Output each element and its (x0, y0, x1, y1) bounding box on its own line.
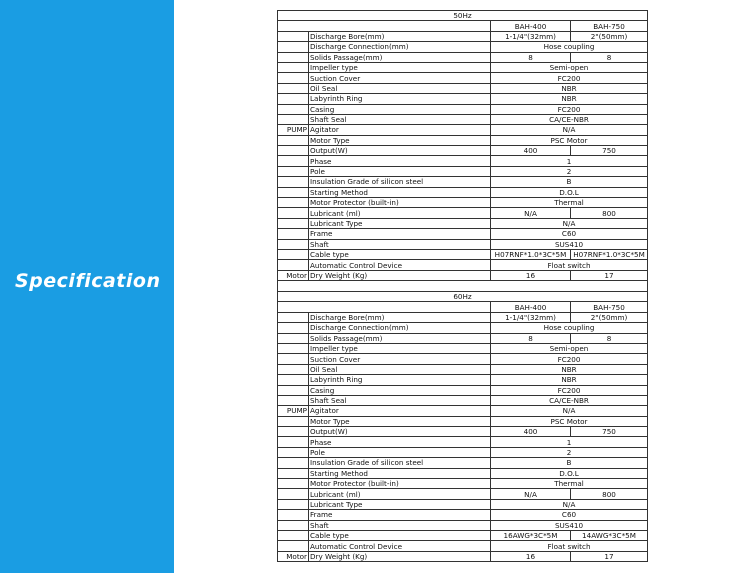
spec-row (278, 427, 648, 437)
spec-item-label: Insulation Grade of silicon steel (309, 458, 491, 468)
group-cell (278, 447, 309, 457)
group-cell (278, 239, 309, 249)
spec-value: B (491, 177, 648, 187)
group-cell: PUMP (278, 125, 309, 135)
group-cell (278, 146, 309, 156)
spec-row (278, 323, 648, 333)
spec-value: FC200 (491, 385, 648, 395)
spec-value: 1-1/4"(32mm) (491, 31, 571, 41)
group-cell (278, 375, 309, 385)
group-cell (278, 385, 309, 395)
spec-row (278, 312, 648, 322)
spec-row (278, 156, 648, 166)
spec-value: N/A (491, 125, 648, 135)
spec-row (278, 187, 648, 197)
spec-item-label: Motor Protector (built-in) (309, 479, 491, 489)
group-cell (278, 218, 309, 228)
spec-row (278, 146, 648, 156)
group-cell (278, 333, 309, 343)
group-cell (278, 499, 309, 509)
spec-item-label: Discharge Bore(mm) (309, 312, 491, 322)
group-cell (278, 198, 309, 208)
spec-value: 400 (491, 427, 571, 437)
group-cell (278, 62, 309, 72)
spec-item-label: Suction Cover (309, 73, 491, 83)
spec-item-label: Pole (309, 166, 491, 176)
spec-item-label: Automatic Control Device (309, 541, 491, 551)
spec-value: 8 (491, 52, 571, 62)
spec-value: Float switch (491, 541, 648, 551)
spec-row (278, 395, 648, 405)
spec-row (278, 73, 648, 83)
spec-item-label: Motor Protector (built-in) (309, 198, 491, 208)
spec-row (278, 333, 648, 343)
group-cell: Motor (278, 270, 309, 280)
group-cell (278, 323, 309, 333)
spec-value: 750 (571, 146, 648, 156)
model-header: BAH-750 (571, 302, 648, 312)
spec-row (278, 260, 648, 270)
spec-value: 8 (491, 333, 571, 343)
spec-item-label: Starting Method (309, 468, 491, 478)
spec-row (278, 447, 648, 457)
spec-item-label: Discharge Bore(mm) (309, 31, 491, 41)
spec-item-label: Solids Passage(mm) (309, 52, 491, 62)
frequency-label: 60Hz (278, 292, 648, 302)
spec-row (278, 406, 648, 416)
group-cell (278, 427, 309, 437)
group-cell (278, 260, 309, 270)
spec-value: N/A (491, 489, 571, 499)
section-title: Specification (15, 270, 161, 292)
spec-value: 2"(50mm) (571, 312, 648, 322)
spec-item-label: Agitator (309, 125, 491, 135)
model-header: BAH-400 (491, 21, 571, 31)
spec-item-label: Frame (309, 229, 491, 239)
group-cell (278, 177, 309, 187)
spec-row (278, 416, 648, 426)
group-cell (278, 354, 309, 364)
spec-item-label: Lubricant Type (309, 218, 491, 228)
frequency-row (278, 292, 648, 302)
spec-item-label: Dry Weight (Kg) (309, 270, 491, 280)
spec-value: N/A (491, 218, 648, 228)
group-cell (278, 166, 309, 176)
group-cell: PUMP (278, 406, 309, 416)
spec-value: Semi-open (491, 343, 648, 353)
group-cell (278, 104, 309, 114)
group-cell (278, 83, 309, 93)
spec-row (278, 114, 648, 124)
spec-value: 750 (571, 427, 648, 437)
spec-row (278, 83, 648, 93)
spec-row (278, 42, 648, 52)
spec-value: 400 (491, 146, 571, 156)
sidebar-panel (0, 0, 174, 573)
spec-item-label: Agitator (309, 406, 491, 416)
group-cell (278, 249, 309, 259)
spec-value: H07RNF*1.0*3C*5M (571, 249, 648, 259)
spec-item-label: Automatic Control Device (309, 260, 491, 270)
spec-row (278, 239, 648, 249)
group-cell (278, 479, 309, 489)
group-cell (278, 343, 309, 353)
spec-row (278, 218, 648, 228)
spec-value: NBR (491, 94, 648, 104)
spec-value: 14AWG*3C*5M (571, 530, 648, 540)
spec-row (278, 208, 648, 218)
spec-item-label: Oil Seal (309, 83, 491, 93)
spec-value: Semi-open (491, 62, 648, 72)
group-cell (278, 208, 309, 218)
spec-item-label: Impeller type (309, 343, 491, 353)
model-header: BAH-750 (571, 21, 648, 31)
spec-value: 800 (571, 208, 648, 218)
spec-value: SUS410 (491, 239, 648, 249)
spec-row (278, 479, 648, 489)
spec-value: SUS410 (491, 520, 648, 530)
group-cell (278, 416, 309, 426)
spec-value: CA/CE-NBR (491, 114, 648, 124)
spec-item-label: Shaft Seal (309, 395, 491, 405)
group-cell (278, 395, 309, 405)
spec-item-label: Discharge Connection(mm) (309, 42, 491, 52)
spec-item-label: Suction Cover (309, 354, 491, 364)
spec-row (278, 166, 648, 176)
spec-row (278, 62, 648, 72)
spec-row (278, 520, 648, 530)
spec-item-label: Insulation Grade of silicon steel (309, 177, 491, 187)
spec-value: D.O.L (491, 468, 648, 478)
spec-row (278, 52, 648, 62)
spec-row (278, 135, 648, 145)
spec-item-label: Oil Seal (309, 364, 491, 374)
spec-value: Hose coupling (491, 323, 648, 333)
spec-value: NBR (491, 83, 648, 93)
spec-value: Float switch (491, 260, 648, 270)
spec-item-label: Casing (309, 104, 491, 114)
spec-table-50hz (277, 10, 648, 292)
group-cell (278, 364, 309, 374)
group-cell (278, 229, 309, 239)
spec-value: CA/CE-NBR (491, 395, 648, 405)
spec-item-label: Discharge Connection(mm) (309, 323, 491, 333)
model-header-row (278, 302, 648, 312)
spec-value: C60 (491, 510, 648, 520)
spec-item-label: Shaft Seal (309, 114, 491, 124)
spec-value: 2 (491, 447, 648, 457)
spec-item-label: Motor Type (309, 416, 491, 426)
spec-item-label: Pole (309, 447, 491, 457)
spec-row (278, 354, 648, 364)
group-cell (278, 458, 309, 468)
spec-row (278, 489, 648, 499)
spec-row (278, 375, 648, 385)
spec-item-label: Phase (309, 437, 491, 447)
spec-row (278, 468, 648, 478)
spec-value: 8 (571, 333, 648, 343)
spec-item-label: Lubricant Type (309, 499, 491, 509)
group-cell (278, 135, 309, 145)
group-cell (278, 520, 309, 530)
spec-row (278, 125, 648, 135)
spec-row (278, 94, 648, 104)
group-cell (278, 510, 309, 520)
spec-row (278, 198, 648, 208)
spec-row (278, 551, 648, 561)
spec-item-label: Dry Weight (Kg) (309, 551, 491, 561)
group-cell (278, 94, 309, 104)
spec-value: N/A (491, 499, 648, 509)
spec-item-label: Cable type (309, 249, 491, 259)
spec-row (278, 530, 648, 540)
spec-item-label: Output(W) (309, 427, 491, 437)
model-header-row (278, 21, 648, 31)
group-cell (278, 530, 309, 540)
spec-row (278, 229, 648, 239)
spec-value: Thermal (491, 198, 648, 208)
spec-row (278, 364, 648, 374)
spec-value: PSC Motor (491, 416, 648, 426)
group-cell (278, 52, 309, 62)
spec-value: PSC Motor (491, 135, 648, 145)
header-spacer (278, 302, 491, 312)
spec-value: 1 (491, 437, 648, 447)
frequency-label: 50Hz (278, 11, 648, 21)
spec-item-label: Motor Type (309, 135, 491, 145)
spec-value: Thermal (491, 479, 648, 489)
group-cell (278, 437, 309, 447)
spec-item-label: Impeller type (309, 62, 491, 72)
spec-value: D.O.L (491, 187, 648, 197)
group-cell (278, 73, 309, 83)
spec-value: 16AWG*3C*5M (491, 530, 571, 540)
spacer-row (278, 281, 648, 291)
spec-value: Hose coupling (491, 42, 648, 52)
spec-value: N/A (491, 406, 648, 416)
spec-item-label: Casing (309, 385, 491, 395)
spec-item-label: Lubricant (ml) (309, 489, 491, 499)
spec-item-label: Frame (309, 510, 491, 520)
spec-row (278, 458, 648, 468)
spec-item-label: Solids Passage(mm) (309, 333, 491, 343)
group-cell (278, 489, 309, 499)
model-header: BAH-400 (491, 302, 571, 312)
spec-item-label: Output(W) (309, 146, 491, 156)
spec-item-label: Phase (309, 156, 491, 166)
spec-row (278, 510, 648, 520)
spec-value: NBR (491, 364, 648, 374)
header-spacer (278, 21, 491, 31)
spec-row (278, 270, 648, 280)
frequency-row (278, 11, 648, 21)
group-cell (278, 541, 309, 551)
spec-item-label: Shaft (309, 239, 491, 249)
spec-item-label: Cable type (309, 530, 491, 540)
spec-row (278, 343, 648, 353)
spec-value: B (491, 458, 648, 468)
spec-value: C60 (491, 229, 648, 239)
spec-value: 1-1/4"(32mm) (491, 312, 571, 322)
group-cell (278, 468, 309, 478)
spec-value: 16 (491, 551, 571, 561)
spec-value: 2"(50mm) (571, 31, 648, 41)
spec-value: H07RNF*1.0*3C*5M (491, 249, 571, 259)
spec-value: 16 (491, 270, 571, 280)
spec-value: 2 (491, 166, 648, 176)
spec-item-label: Shaft (309, 520, 491, 530)
spec-row (278, 177, 648, 187)
spec-value: 17 (571, 270, 648, 280)
spec-value: FC200 (491, 104, 648, 114)
spec-value: 1 (491, 156, 648, 166)
spec-item-label: Labyrinth Ring (309, 375, 491, 385)
spec-item-label: Labyrinth Ring (309, 94, 491, 104)
group-cell (278, 312, 309, 322)
spec-row (278, 499, 648, 509)
spec-item-label: Lubricant (ml) (309, 208, 491, 218)
group-cell: Motor (278, 551, 309, 561)
spec-value: NBR (491, 375, 648, 385)
spacer-cell (278, 281, 648, 291)
spec-row (278, 385, 648, 395)
spec-value: 800 (571, 489, 648, 499)
spec-table-60hz (277, 291, 648, 562)
spec-row (278, 31, 648, 41)
spec-value: FC200 (491, 73, 648, 83)
spec-row (278, 104, 648, 114)
spec-row (278, 437, 648, 447)
spec-item-label: Starting Method (309, 187, 491, 197)
group-cell (278, 114, 309, 124)
spec-row (278, 541, 648, 551)
group-cell (278, 31, 309, 41)
group-cell (278, 42, 309, 52)
spec-value: 8 (571, 52, 648, 62)
spec-value: N/A (491, 208, 571, 218)
group-cell (278, 187, 309, 197)
spec-row (278, 249, 648, 259)
spec-value: FC200 (491, 354, 648, 364)
spec-value: 17 (571, 551, 648, 561)
group-cell (278, 156, 309, 166)
